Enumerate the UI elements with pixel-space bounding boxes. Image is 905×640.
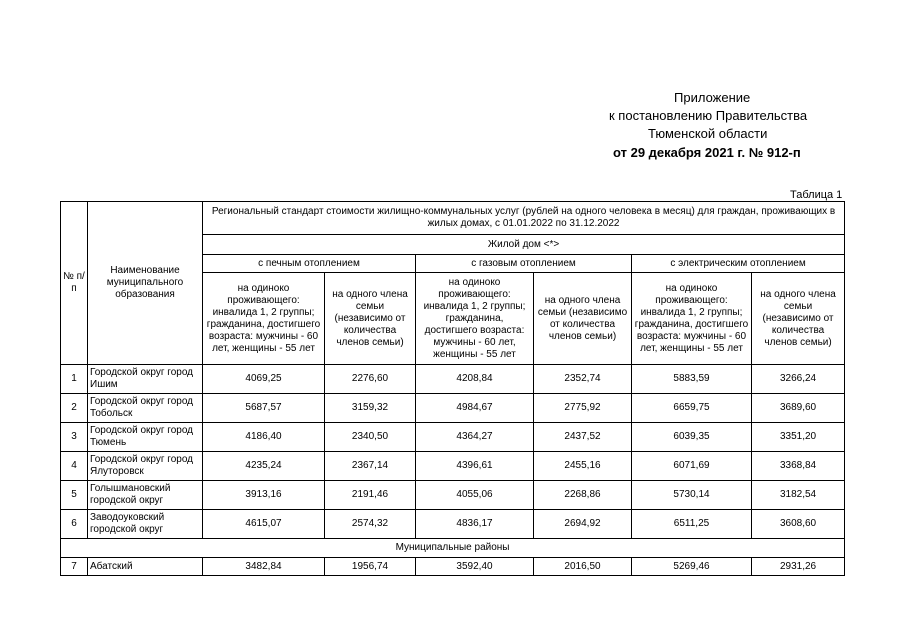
value-cell: 3482,84: [203, 558, 325, 576]
value-cell: 5269,46: [632, 558, 752, 576]
value-cell: 2016,50: [534, 558, 632, 576]
value-cell: 1956,74: [325, 558, 416, 576]
value-cell: 4235,24: [203, 452, 325, 481]
value-cell: 2931,26: [752, 558, 845, 576]
table-row: [61, 394, 845, 423]
value-cell: 2437,52: [534, 423, 632, 452]
value-cell: 5687,57: [203, 394, 325, 423]
value-cell: 2455,16: [534, 452, 632, 481]
value-cell: 6511,25: [632, 510, 752, 539]
appendix-title: Приложение: [674, 90, 751, 105]
col-member-stove: на одного члена семьи (независимо от количества членов семьи): [325, 273, 416, 365]
group-gas-heating: с газовым отоплением: [416, 255, 632, 273]
tariff-table: [60, 201, 845, 576]
value-cell: 4364,27: [416, 423, 534, 452]
value-cell: 3592,40: [416, 558, 534, 576]
appendix-line-2: к постановлению Правительства: [609, 108, 808, 123]
table-caption: Таблица 1: [790, 189, 843, 201]
value-cell: 3159,32: [325, 394, 416, 423]
value-cell: 4615,07: [203, 510, 325, 539]
sub-header: Жилой дом <*>: [203, 235, 845, 255]
row-number: 6: [61, 510, 88, 539]
table-row: [61, 510, 845, 539]
value-cell: 3608,60: [752, 510, 845, 539]
section-row: [61, 539, 845, 558]
value-cell: 2340,50: [325, 423, 416, 452]
table-row: [61, 452, 845, 481]
row-number: 7: [61, 558, 88, 576]
value-cell: 4396,61: [416, 452, 534, 481]
value-cell: 4984,67: [416, 394, 534, 423]
value-cell: 2191,46: [325, 481, 416, 510]
group-stove-heating: с печным отоплением: [203, 255, 416, 273]
municipality-name: Городской округ город Ишим: [88, 365, 203, 394]
table-row: [61, 365, 845, 394]
value-cell: 2694,92: [534, 510, 632, 539]
value-cell: 4055,06: [416, 481, 534, 510]
value-cell: 2276,60: [325, 365, 416, 394]
value-cell: 6659,75: [632, 394, 752, 423]
value-cell: 4208,84: [416, 365, 534, 394]
value-cell: 2775,92: [534, 394, 632, 423]
col-single-gas: на одиноко проживающего: инвалида 1, 2 группы; гражданина, достигшего возраста: мужчины - 60 лет, женщины - 55 лет: [416, 273, 534, 365]
row-number: 4: [61, 452, 88, 481]
table-row: [61, 558, 845, 576]
value-cell: 5883,59: [632, 365, 752, 394]
value-cell: 6071,69: [632, 452, 752, 481]
col-member-electric: на одного члена семьи (независимо от количества членов семьи): [752, 273, 845, 365]
value-cell: 6039,35: [632, 423, 752, 452]
municipality-name: Заводоуковский городской округ: [88, 510, 203, 539]
col-name-header: Наименование муниципального образования: [88, 202, 203, 365]
row-number: 1: [61, 365, 88, 394]
value-cell: 2574,32: [325, 510, 416, 539]
col-member-gas: на одного члена семьи (независимо от количества членов семьи): [534, 273, 632, 365]
value-cell: 2268,86: [534, 481, 632, 510]
table-row: [61, 423, 845, 452]
value-cell: 3182,54: [752, 481, 845, 510]
municipality-name: Городской округ город Тюмень: [88, 423, 203, 452]
municipality-name: Городской округ город Ялуторовск: [88, 452, 203, 481]
value-cell: 5730,14: [632, 481, 752, 510]
col-single-stove: на одиноко проживающего: инвалида 1, 2 группы; гражданина, достигшего возраста: мужчины - 60 лет, женщины - 55 лет: [203, 273, 325, 365]
value-cell: 4069,25: [203, 365, 325, 394]
municipality-name: Городской округ город Тобольск: [88, 394, 203, 423]
municipality-name: Голышмановский городской округ: [88, 481, 203, 510]
row-number: 2: [61, 394, 88, 423]
row-number: 3: [61, 423, 88, 452]
table-row: [61, 481, 845, 510]
section-heading: Муниципальные районы: [61, 539, 845, 558]
municipality-name: Абатский: [88, 558, 203, 576]
value-cell: 2367,14: [325, 452, 416, 481]
value-cell: 2352,74: [534, 365, 632, 394]
group-electric-heating: с электрическим отоплением: [632, 255, 845, 273]
value-cell: 3913,16: [203, 481, 325, 510]
row-number: 5: [61, 481, 88, 510]
col-single-electric: на одиноко проживающего: инвалида 1, 2 группы; гражданина, достигшего возраста: мужчины - 60 лет, женщины - 55 лет: [632, 273, 752, 365]
main-header: Региональный стандарт стоимости жилищно-коммунальных услуг (рублей на одного человека в месяц) для граждан, проживающих в жилых домах, с 01.01.2022 по 31.12.2022: [203, 202, 845, 235]
value-cell: 4836,17: [416, 510, 534, 539]
value-cell: 3689,60: [752, 394, 845, 423]
value-cell: 3368,84: [752, 452, 845, 481]
value-cell: 4186,40: [203, 423, 325, 452]
value-cell: 3351,20: [752, 423, 845, 452]
appendix-line-3: Тюменской области: [648, 126, 768, 141]
decree-date-number: от 29 декабря 2021 г. № 912-п: [613, 145, 801, 160]
col-number-header: № п/п: [61, 202, 88, 365]
value-cell: 3266,24: [752, 365, 845, 394]
